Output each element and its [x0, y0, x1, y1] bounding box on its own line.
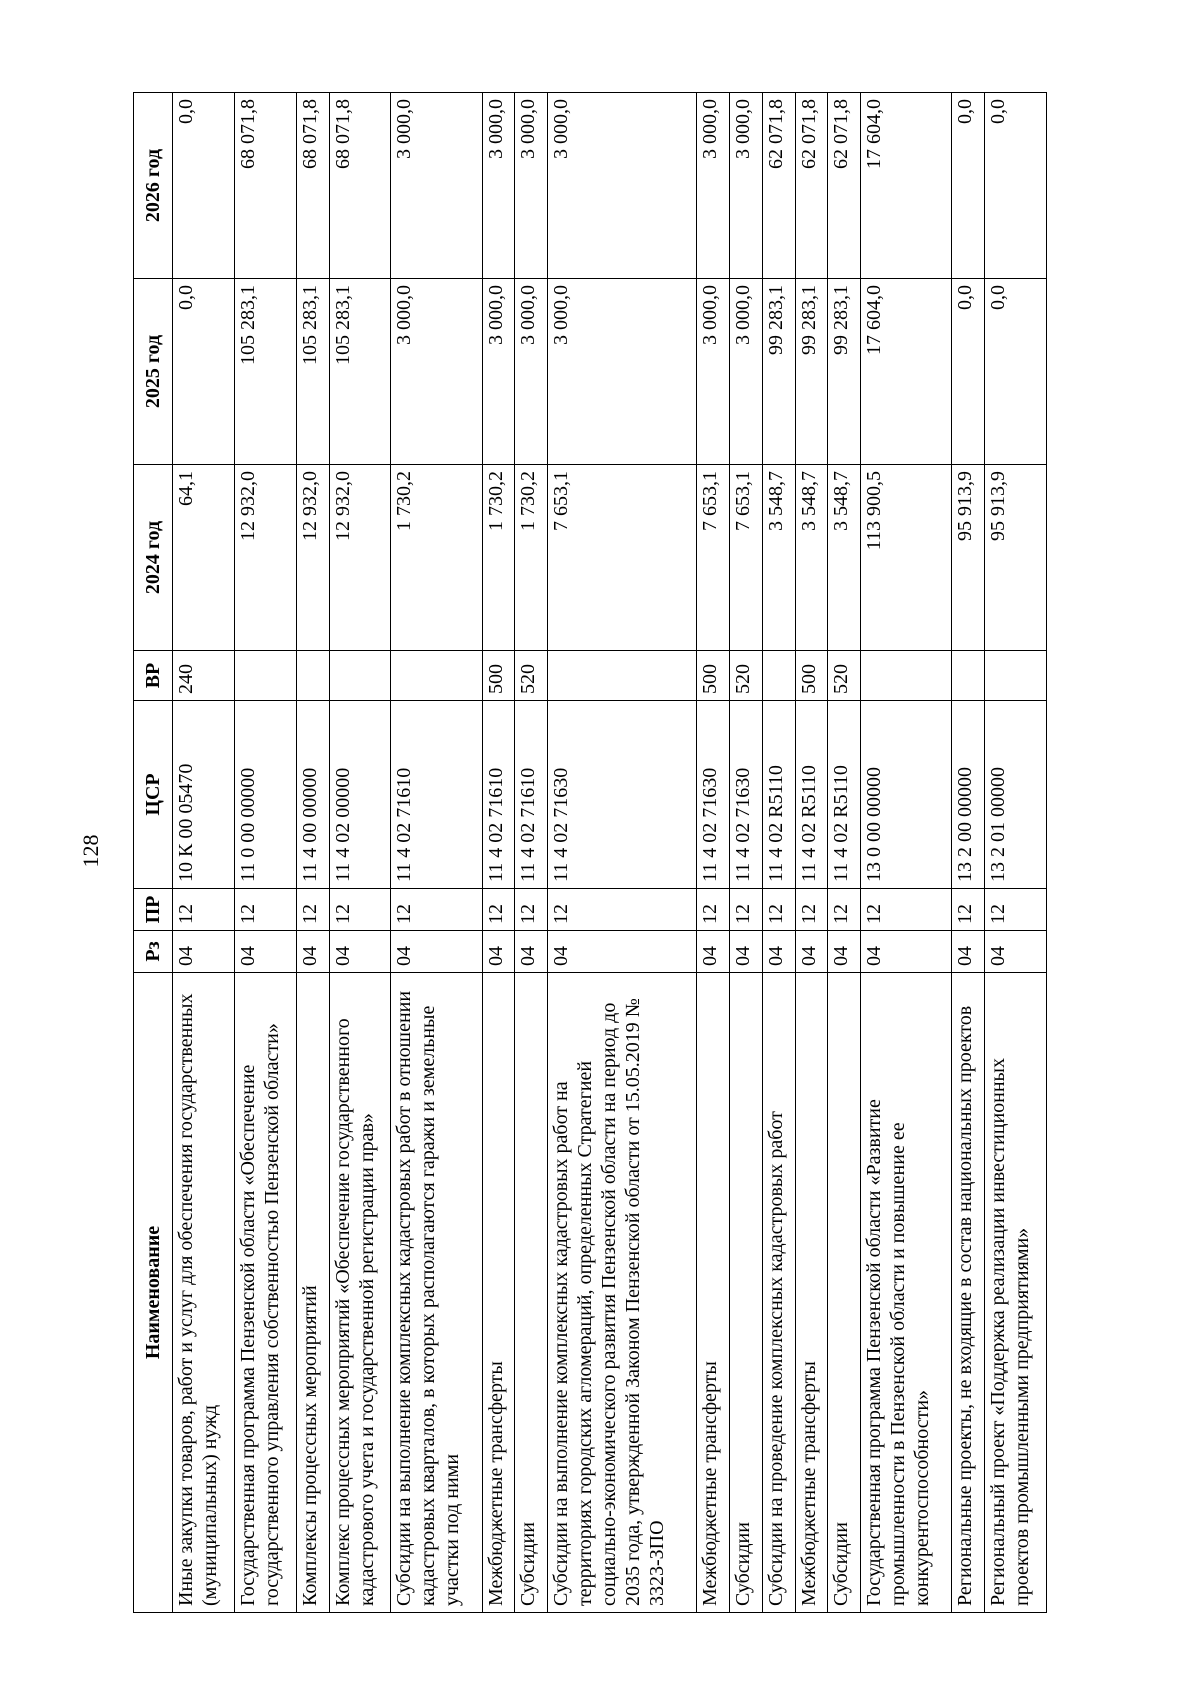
cell-vr: 520 [828, 651, 861, 701]
cell-2025: 99 283,1 [762, 279, 795, 465]
cell-pr: 12 [515, 889, 548, 931]
cell-vr: 500 [795, 651, 828, 701]
cell-2026: 62 071,8 [795, 93, 828, 279]
cell-name: Комплекс процессных мероприятий «Обеспечение государственного кадастрового учета и государственной регистрации прав» [329, 973, 391, 1613]
cell-2024: 64,1 [173, 465, 235, 651]
cell-pr: 12 [296, 889, 329, 931]
cell-pr: 12 [828, 889, 861, 931]
cell-2026: 3 000,0 [730, 93, 763, 279]
header-csr: ЦСР [134, 701, 173, 889]
cell-name: Региональный проект «Поддержка реализации инвестиционных проектов промышленными предприятиями» [984, 973, 1046, 1613]
cell-2026: 0,0 [952, 93, 985, 279]
header-2025: 2025 год [134, 279, 173, 465]
table-row [329, 93, 391, 1613]
cell-name: Иные закупки товаров, работ и услуг для обеспечения государственных (муниципальных) нужд [173, 973, 235, 1613]
cell-rz: 04 [952, 931, 985, 973]
table-row [482, 93, 515, 1613]
header-name: Наименование [134, 973, 173, 1613]
cell-2024: 12 932,0 [234, 465, 296, 651]
cell-2025: 0,0 [984, 279, 1046, 465]
header-pr: ПР [134, 889, 173, 931]
cell-csr: 11 4 02 71630 [548, 701, 697, 889]
cell-vr [861, 651, 952, 701]
cell-pr: 12 [952, 889, 985, 931]
cell-2025: 0,0 [173, 279, 235, 465]
cell-pr: 12 [762, 889, 795, 931]
cell-vr [984, 651, 1046, 701]
cell-rz: 04 [762, 931, 795, 973]
cell-name: Субсидии [730, 973, 763, 1613]
cell-2024: 7 653,1 [730, 465, 763, 651]
budget-table [133, 92, 1047, 1613]
header-2026: 2026 год [134, 93, 173, 279]
cell-csr: 11 4 02 71610 [482, 701, 515, 889]
cell-pr: 12 [861, 889, 952, 931]
cell-rz: 04 [296, 931, 329, 973]
cell-rz: 04 [984, 931, 1046, 973]
cell-name: Субсидии [515, 973, 548, 1613]
cell-csr: 11 4 02 R5110 [762, 701, 795, 889]
cell-2026: 0,0 [984, 93, 1046, 279]
cell-rz: 04 [795, 931, 828, 973]
cell-2024: 12 932,0 [329, 465, 391, 651]
cell-vr [296, 651, 329, 701]
cell-name: Субсидии на выполнение комплексных кадастровых работ на территориях городских агломераций, определенных Стратегией социально-экономического развития Пензенской области на период до 2035 года, утвержденной Законом Пензенской области от 15.05.2019 № 3323-ЗПО [548, 973, 697, 1613]
cell-2025: 3 000,0 [548, 279, 697, 465]
cell-pr: 12 [548, 889, 697, 931]
cell-2026: 68 071,8 [329, 93, 391, 279]
cell-2025: 17 604,0 [861, 279, 952, 465]
table-row [296, 93, 329, 1613]
cell-name: Межбюджетные трансферты [697, 973, 730, 1613]
cell-2024: 1 730,2 [391, 465, 482, 651]
cell-2024: 95 913,9 [984, 465, 1046, 651]
cell-2026: 3 000,0 [391, 93, 482, 279]
cell-vr: 500 [482, 651, 515, 701]
table-row [984, 93, 1046, 1613]
cell-pr: 12 [391, 889, 482, 931]
cell-2025: 3 000,0 [391, 279, 482, 465]
cell-vr [391, 651, 482, 701]
table-row [952, 93, 985, 1613]
cell-2024: 12 932,0 [296, 465, 329, 651]
cell-2026: 68 071,8 [296, 93, 329, 279]
cell-pr: 12 [234, 889, 296, 931]
cell-2026: 0,0 [173, 93, 235, 279]
table-row [861, 93, 952, 1613]
cell-2025: 99 283,1 [795, 279, 828, 465]
cell-name: Государственная программа Пензенской области «Развитие промышленности в Пензенской области и повышение ее конкурентоспособности» [861, 973, 952, 1613]
cell-csr: 11 4 02 R5110 [828, 701, 861, 889]
table-row [762, 93, 795, 1613]
cell-2024: 7 653,1 [548, 465, 697, 651]
table-row [828, 93, 861, 1613]
cell-csr: 11 4 02 R5110 [795, 701, 828, 889]
cell-csr: 13 2 00 00000 [952, 701, 985, 889]
cell-rz: 04 [391, 931, 482, 973]
header-rz: Рз [134, 931, 173, 973]
cell-2025: 105 283,1 [296, 279, 329, 465]
cell-pr: 12 [795, 889, 828, 931]
cell-2025: 105 283,1 [234, 279, 296, 465]
cell-pr: 12 [730, 889, 763, 931]
cell-rz: 04 [828, 931, 861, 973]
cell-rz: 04 [548, 931, 697, 973]
table-row [391, 93, 482, 1613]
cell-2025: 3 000,0 [482, 279, 515, 465]
cell-csr: 13 2 01 00000 [984, 701, 1046, 889]
cell-name: Межбюджетные трансферты [482, 973, 515, 1613]
cell-rz: 04 [861, 931, 952, 973]
cell-rz: 04 [515, 931, 548, 973]
cell-2026: 68 071,8 [234, 93, 296, 279]
cell-vr: 240 [173, 651, 235, 701]
cell-csr: 11 0 00 00000 [234, 701, 296, 889]
cell-name: Субсидии [828, 973, 861, 1613]
cell-vr [762, 651, 795, 701]
cell-pr: 12 [984, 889, 1046, 931]
header-2024: 2024 год [134, 465, 173, 651]
cell-2025: 105 283,1 [329, 279, 391, 465]
cell-csr: 10 К 00 05470 [173, 701, 235, 889]
cell-vr [952, 651, 985, 701]
cell-rz: 04 [697, 931, 730, 973]
cell-rz: 04 [329, 931, 391, 973]
cell-csr: 11 4 00 00000 [296, 701, 329, 889]
cell-2024: 1 730,2 [482, 465, 515, 651]
cell-rz: 04 [730, 931, 763, 973]
cell-csr: 11 4 02 00000 [329, 701, 391, 889]
cell-pr: 12 [329, 889, 391, 931]
cell-csr: 11 4 02 71610 [515, 701, 548, 889]
cell-2026: 17 604,0 [861, 93, 952, 279]
cell-vr: 500 [697, 651, 730, 701]
cell-2024: 3 548,7 [762, 465, 795, 651]
cell-2026: 3 000,0 [482, 93, 515, 279]
cell-csr: 11 4 02 71630 [697, 701, 730, 889]
cell-2025: 3 000,0 [697, 279, 730, 465]
cell-vr: 520 [515, 651, 548, 701]
cell-2026: 62 071,8 [828, 93, 861, 279]
cell-pr: 12 [482, 889, 515, 931]
header-vr: ВР [134, 651, 173, 701]
cell-2024: 95 913,9 [952, 465, 985, 651]
table-header-row [134, 93, 173, 1613]
cell-csr: 13 0 00 00000 [861, 701, 952, 889]
cell-vr [329, 651, 391, 701]
table-row [515, 93, 548, 1613]
cell-name: Субсидии на проведение комплексных кадастровых работ [762, 973, 795, 1613]
cell-2024: 3 548,7 [828, 465, 861, 651]
cell-2024: 113 900,5 [861, 465, 952, 651]
cell-name: Государственная программа Пензенской области «Обеспечение государственного управления собственностью Пензенской области» [234, 973, 296, 1613]
cell-2024: 1 730,2 [515, 465, 548, 651]
cell-pr: 12 [173, 889, 235, 931]
cell-2025: 0,0 [952, 279, 985, 465]
cell-rz: 04 [482, 931, 515, 973]
cell-vr [548, 651, 697, 701]
table-row [795, 93, 828, 1613]
table-row [730, 93, 763, 1613]
cell-rz: 04 [173, 931, 235, 973]
cell-2024: 7 653,1 [697, 465, 730, 651]
cell-2026: 3 000,0 [548, 93, 697, 279]
cell-2025: 3 000,0 [515, 279, 548, 465]
cell-vr [234, 651, 296, 701]
cell-rz: 04 [234, 931, 296, 973]
table-row [697, 93, 730, 1613]
cell-2026: 62 071,8 [762, 93, 795, 279]
table-row [548, 93, 697, 1613]
cell-name: Межбюджетные трансферты [795, 973, 828, 1613]
cell-name: Региональные проекты, не входящие в состав национальных проектов [952, 973, 985, 1613]
cell-csr: 11 4 02 71630 [730, 701, 763, 889]
table-row [173, 93, 235, 1613]
table-row [234, 93, 296, 1613]
cell-vr: 520 [730, 651, 763, 701]
cell-pr: 12 [697, 889, 730, 931]
cell-2025: 3 000,0 [730, 279, 763, 465]
cell-2025: 99 283,1 [828, 279, 861, 465]
cell-2026: 3 000,0 [515, 93, 548, 279]
cell-name: Субсидии на выполнение комплексных кадастровых работ в отношении кадастровых кварталов, в которых располагаются гаражи и земельные участки под ними [391, 973, 482, 1613]
cell-2026: 3 000,0 [697, 93, 730, 279]
rotated-table-container [133, 93, 1047, 1613]
cell-name: Комплексы процессных мероприятий [296, 973, 329, 1613]
cell-2024: 3 548,7 [795, 465, 828, 651]
cell-csr: 11 4 02 71610 [391, 701, 482, 889]
page-number: 128 [78, 834, 103, 868]
